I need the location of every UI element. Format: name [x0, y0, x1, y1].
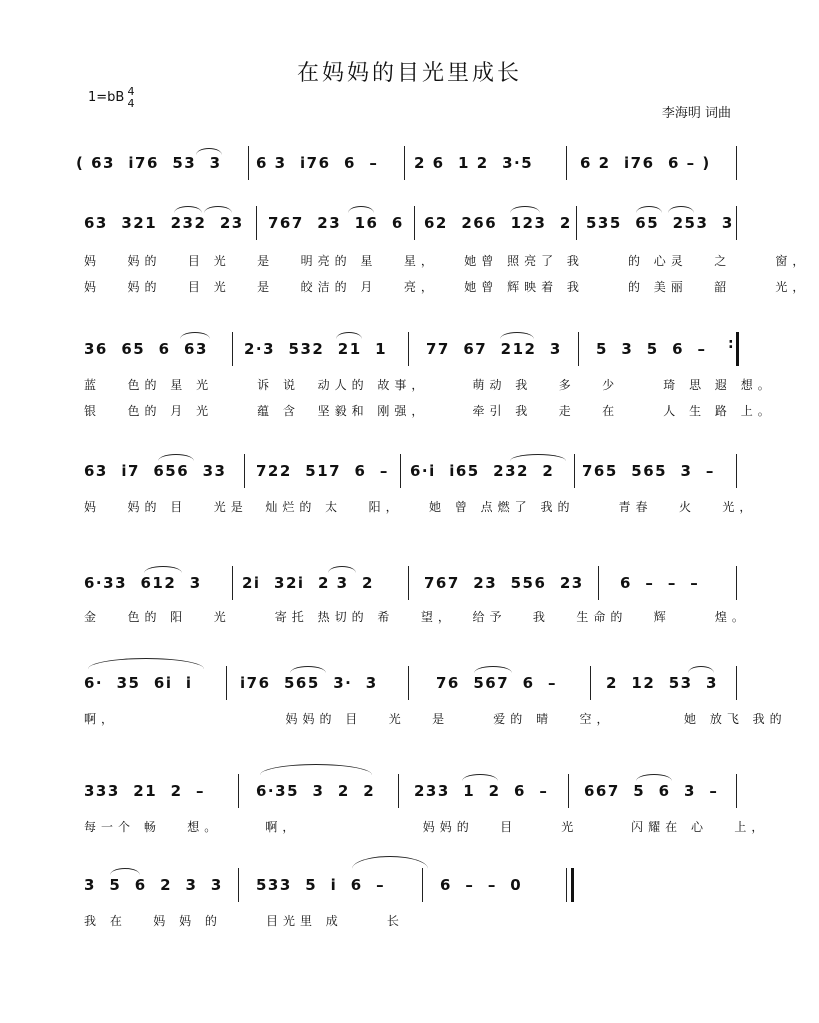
measure: 6·35 3 2 2 [256, 782, 376, 800]
barline [238, 868, 239, 902]
tie [510, 206, 540, 213]
barline [414, 206, 415, 240]
key-label: 1= [88, 90, 108, 105]
measure: 2i 32i 2 3 2 [242, 574, 374, 592]
lyric-line: 妈 妈的 目 光 是 明亮的 星 星， 她曾 照亮了 我 的 心灵 之 窗， [84, 254, 810, 268]
tie [158, 454, 194, 461]
tie [174, 206, 202, 213]
barline [256, 206, 257, 240]
key-signature [88, 85, 135, 110]
barline [566, 146, 567, 180]
staff-row [0, 566, 819, 636]
barline [408, 332, 409, 366]
phrase-slur [88, 658, 204, 669]
measure: 2 6 1 2 3·5 [414, 154, 534, 172]
measure: 6·33 612 3 [84, 574, 202, 592]
measure: 6 3 i76 6 – [256, 154, 379, 172]
barline [576, 206, 577, 240]
staff-row [0, 332, 819, 422]
repeat-sign-dots: : [728, 336, 734, 352]
tie [110, 868, 140, 875]
measure: 6·i i65 232 2 [410, 462, 555, 480]
tie [290, 666, 326, 673]
staff-row [0, 146, 819, 202]
barline [226, 666, 227, 700]
lyric-line: 我 在 妈 妈 的 目光里 成 长 [84, 914, 404, 928]
tie [668, 206, 694, 213]
key-flat-sign: bB [107, 90, 125, 105]
final-barline-thin [566, 868, 567, 902]
barline [408, 566, 409, 600]
lyric-line: 妈 妈的 目 光是 灿烂的 太 阳， 她 曾 点燃了 我的 青春 火 光， [84, 500, 757, 514]
staff-row [0, 454, 819, 524]
barline [568, 774, 569, 808]
tie [348, 206, 374, 213]
barline [422, 868, 423, 902]
author-credit: 李海明 词曲 [661, 106, 731, 121]
phrase-slur [352, 856, 428, 869]
barline [398, 774, 399, 808]
measure: 533 5 i 6 – [256, 876, 386, 894]
measure: 535 65 253 3 [586, 214, 734, 232]
barline [248, 146, 249, 180]
lyric-line: 金 色的 阳 光 寄托 热切的 希 望， 给予 我 生命的 辉 煌。 [84, 610, 749, 624]
barline [404, 146, 405, 180]
measure: 63 321 232 23 [84, 214, 244, 232]
measure: 2 12 53 3 [606, 674, 718, 692]
tie [688, 666, 714, 673]
measure: 767 23 16 6 [268, 214, 404, 232]
tie [636, 774, 672, 781]
tie [328, 566, 356, 573]
measure: i76 565 3· 3 [240, 674, 378, 692]
barline [244, 454, 245, 488]
measure: 722 517 6 – [256, 462, 389, 480]
measure: 6 2 i76 6 – ) [580, 154, 711, 172]
measure: ( 63 i76 53 3 [76, 154, 222, 172]
tie [636, 206, 662, 213]
barline [578, 332, 579, 366]
staff-row [0, 774, 819, 844]
lyric-line: 啊， 妈妈的 目 光 是 爱的 晴 空， 她 放飞 我的 [84, 712, 787, 726]
tie [510, 454, 566, 461]
barline [736, 454, 737, 488]
tie [500, 332, 534, 339]
measure: 233 1 2 6 – [414, 782, 549, 800]
measure: 77 67 212 3 [426, 340, 562, 358]
measure: 667 5 6 3 – [584, 782, 719, 800]
tie [204, 206, 232, 213]
lyric-line: 妈 妈的 目 光 是 皎洁的 月 亮， 她曾 辉映着 我 的 美丽 韶 光， [84, 280, 810, 294]
lyric-line: 蓝 色的 星 光 诉 说 动人的 故事， 萌动 我 多 少 琦 思 遐 想。 [84, 378, 775, 392]
barline [232, 332, 233, 366]
tie [144, 566, 182, 573]
lyric-line: 每一个 畅 想。 啊， 妈妈的 目 光 闪耀在 心 上， [84, 820, 769, 834]
barline [238, 774, 239, 808]
measure: 76 567 6 – [436, 674, 557, 692]
barline [408, 666, 409, 700]
barline [736, 206, 737, 240]
barline [736, 566, 737, 600]
measure: 3 5 6 2 3 3 [84, 876, 223, 894]
measure: 62 266 123 2 [424, 214, 572, 232]
measure: 767 23 556 23 [424, 574, 584, 592]
measure: 5 3 5 6 – [596, 340, 707, 358]
tie [336, 332, 362, 339]
barline [574, 454, 575, 488]
tie [462, 774, 498, 781]
measure: 6· 35 6i i [84, 674, 193, 692]
measure: 333 21 2 – [84, 782, 205, 800]
measure: 2·3 532 21 1 [244, 340, 388, 358]
measure: 36 65 6 63 [84, 340, 208, 358]
final-barline-thick [571, 868, 574, 902]
phrase-slur [260, 764, 372, 775]
measure: 6 – – – [620, 574, 700, 592]
song-title: 在妈妈的目光里成长 [296, 61, 522, 86]
barline [400, 454, 401, 488]
staff-row [0, 868, 819, 938]
barline [598, 566, 599, 600]
measure: 63 i7 656 33 [84, 462, 227, 480]
tie [180, 332, 210, 339]
repeat-barline [736, 332, 739, 366]
measure: 765 565 3 – [582, 462, 715, 480]
measure: 6 – – 0 [440, 876, 523, 894]
barline [736, 774, 737, 808]
tie [196, 148, 222, 155]
time-top: 4 [127, 85, 135, 98]
staff-row [0, 206, 819, 296]
time-signature [126, 86, 136, 110]
barline [590, 666, 591, 700]
barline [736, 666, 737, 700]
tie [474, 666, 512, 673]
lyric-line: 银 色的 月 光 蕴 含 坚毅和 刚强， 牵引 我 走 在 人 生 路 上。 [84, 404, 775, 418]
barline [736, 146, 737, 180]
time-bottom: 4 [127, 97, 135, 110]
staff-row [0, 666, 819, 736]
barline [232, 566, 233, 600]
